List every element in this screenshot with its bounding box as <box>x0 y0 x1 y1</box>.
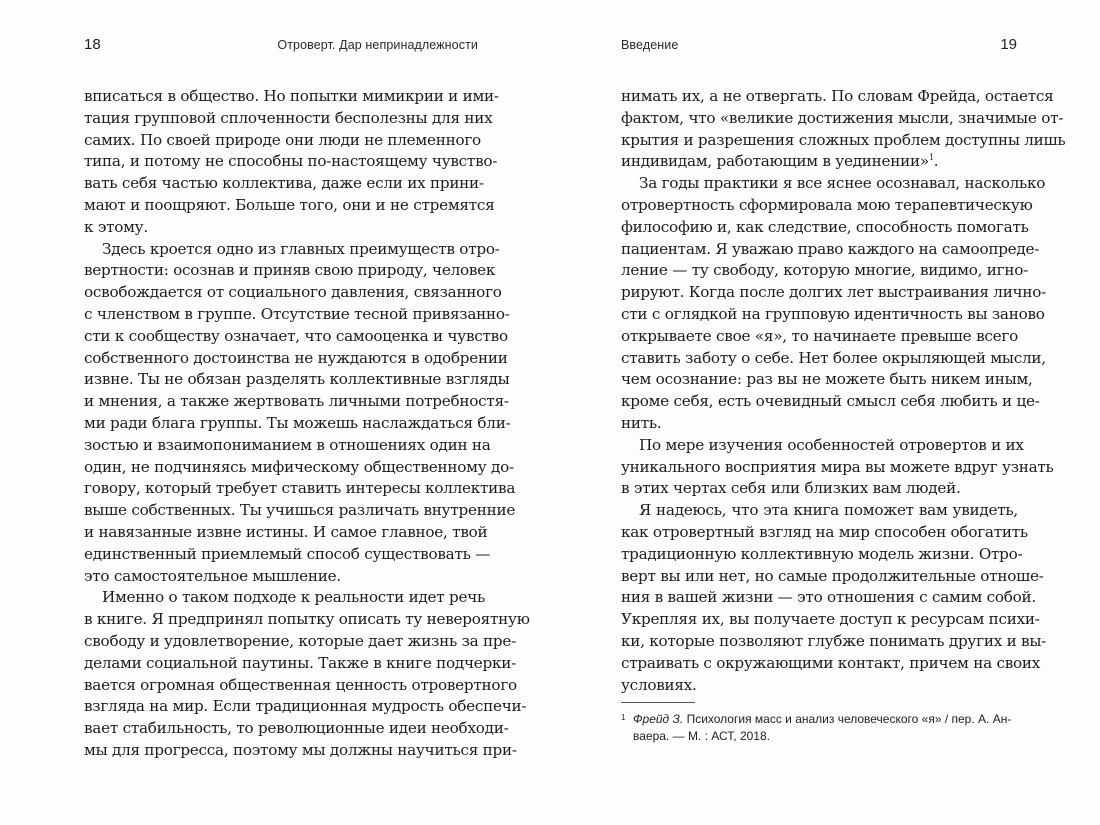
text-line: Я надеюсь, что эта книга поможет вам увидеть, <box>639 501 1018 520</box>
text-line: как отровертный взгляд на мир способен обогатить <box>621 522 1028 541</box>
text-line: ми ради блага группы. Ты можешь наслаждаться бли- <box>84 413 511 432</box>
text-line: в книге. Я предпринял попытку описать ту невероятную <box>84 610 530 629</box>
text-line: традиционную коллективную модель жизни. Отро- <box>621 544 1023 563</box>
footnote-author: Фрейд З. <box>633 712 684 726</box>
footnote-reference[interactable]: 1 <box>928 153 934 163</box>
text-line: единственный приемлемый способ существовать — <box>84 544 491 563</box>
text-line: крытия и разрешения сложных проблем доступны лишь <box>621 130 1066 149</box>
footnote <box>621 711 1019 745</box>
text-line: отровертность сформировала мою терапевтическую <box>621 195 1033 214</box>
running-head: Введение <box>621 38 679 52</box>
text-line: самих. По своей природе они люди не племенного <box>84 130 481 149</box>
text-line: зостью и взаимопониманием в отношениях один на <box>84 435 491 454</box>
text-line: чем осознание: раз вы не можете быть никем иным, <box>621 370 1033 389</box>
text-line: уникального восприятия мира вы можете вдруг узнать <box>621 457 1054 476</box>
text-line: выше собственных. Ты учишься различать внутренние <box>84 501 516 520</box>
text-line: вертности: осознав и приняв свою природу, человек <box>84 261 496 280</box>
text-line: ния в вашей жизни — это отношения с самим собой. <box>621 588 1036 607</box>
text-line: мают и поощряют. Больше того, они и не стремятся <box>84 195 495 214</box>
text-line: философию и, как следствие, способность помогать <box>621 217 1029 236</box>
text-line: к этому. <box>84 217 148 236</box>
text-line: типа, и потому не способны по-настоящему чувство- <box>84 152 498 171</box>
text-line: с членством в группе. Отсутствие тесной привязанно- <box>84 304 510 323</box>
text-line: Укрепляя их, вы получаете доступ к ресурсам психи- <box>621 610 1040 629</box>
body-text <box>84 86 530 762</box>
text-line: ки, которые позволяют глубже понимать других и вы- <box>621 631 1047 650</box>
text-line: вписаться в общество. Но попытки мимикрии и ими- <box>84 87 499 105</box>
body-text <box>621 86 1066 696</box>
text-line: условиях. <box>621 675 697 694</box>
text-line: кроме себя, есть очевидный смысл себя любить и це- <box>621 392 1040 411</box>
text-line: один, не подчиняясь мифическому общественному до- <box>84 457 514 476</box>
text-line: извне. Ты не обязан разделять коллективные взгляды <box>84 370 510 389</box>
text-line: освобождается от социального давления, связанного <box>84 283 502 302</box>
footnote-mark: 1 <box>621 713 626 722</box>
text-line: вает стабильность, то революционные идеи необходи- <box>84 719 509 738</box>
text-line: это самостоятельное мышление. <box>84 566 341 585</box>
text-line: свободу и удовлетворение, которые дает жизнь за пре- <box>84 631 517 650</box>
text-line: Здесь кроется одно из главных преимуществ отро- <box>102 239 500 258</box>
footnote-line: ваера. — М. : АСТ, 2018. <box>633 729 770 743</box>
text-line: взгляда на мир. Если традиционная мудрость обеспечи- <box>84 697 527 716</box>
text-line: вать себя частью коллектива, даже если их прини- <box>84 174 484 193</box>
text-line: вается огромная общественная ценность отровертного <box>84 675 517 694</box>
text-line: ставить заботу о себе. Нет более окрыляющей мысли, <box>621 348 1046 367</box>
page-number: 19 <box>1000 36 1017 53</box>
text-line: нить. <box>621 413 662 432</box>
text-line: открываете свое «я», то начинаете превыше всего <box>621 326 1018 345</box>
text-line: пациентам. Я уважаю право каждого на самоопреде- <box>621 239 1040 258</box>
text-line: нимать их, а не отвергать. По словам Фрейда, остается <box>621 87 1054 105</box>
text-line: страивать с окружающими контакт, причем на своих <box>621 653 1041 672</box>
footnote-divider <box>621 702 695 703</box>
text-line: собственного достоинства не нуждаются в одобрении <box>84 348 508 367</box>
text-line: тация групповой сплоченности бесполезны для них <box>84 108 493 127</box>
text-line: говору, который требует ставить интересы коллектива <box>84 479 516 498</box>
text-line: За годы практики я все яснее осознавал, насколько <box>639 174 1046 193</box>
text-line: рируют. Когда после долгих лет выстраивания лично- <box>621 283 1047 302</box>
text-line: и мнения, а также жертвовать личными потребностя- <box>84 392 509 411</box>
text-line: Именно о таком подходе к реальности идет речь <box>102 588 486 607</box>
text-line: сти к сообществу означает, что самооценка и чувство <box>84 326 508 345</box>
running-head: Отроверт. Дар непринадлежности <box>277 38 478 52</box>
text-line: делами социальной паутины. Также в книге подчерки- <box>84 653 517 672</box>
text-line-content: индивидам, работающим в уединении» <box>621 152 929 171</box>
footnote-text: Психология масс и анализ человеческого «я» / пер. А. Ан- <box>683 712 1012 726</box>
text-line: и навязанные извне истины. И самое главное, твой <box>84 522 488 541</box>
text-line: фактом, что «великие достижения мысли, значимые от- <box>621 108 1064 127</box>
text-line: ление — ту свободу, которую многие, видимо, игно- <box>621 261 1028 280</box>
text-line: в этих чертах себя или близких вам людей. <box>621 479 961 498</box>
text-line: индивидам, работающим в уединении»$^1$. <box>621 152 939 171</box>
right-page <box>550 0 1100 825</box>
text-line: По мере изучения особенностей отровертов и их <box>639 435 1024 454</box>
text-line: верт вы или нет, но самые продолжительные отноше- <box>621 566 1044 585</box>
text-line: сти с оглядкой на групповую идентичность вы заново <box>621 304 1045 323</box>
page-number: 18 <box>84 36 101 53</box>
text-line: мы для прогресса, поэтому мы должны научиться при- <box>84 740 517 759</box>
footnote-line <box>633 711 1019 728</box>
